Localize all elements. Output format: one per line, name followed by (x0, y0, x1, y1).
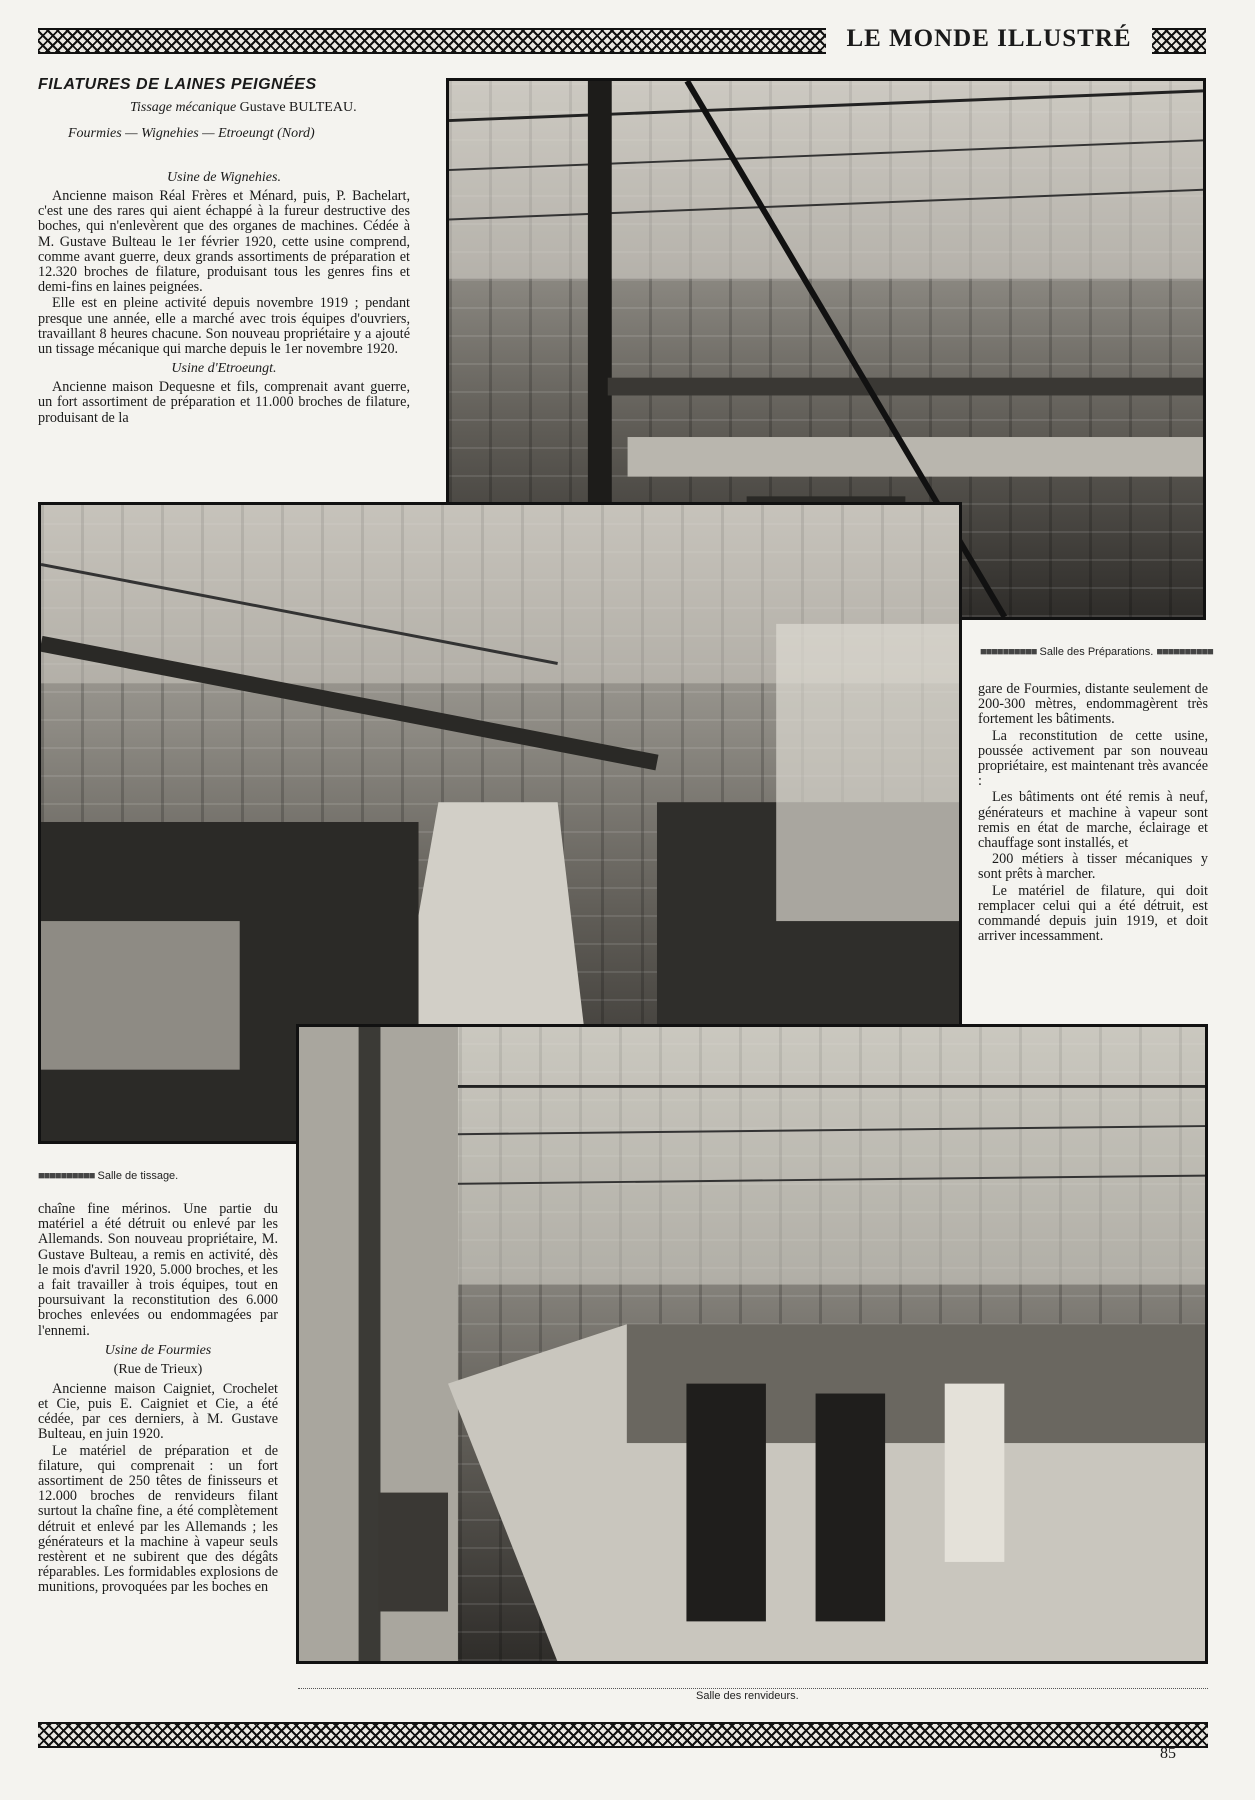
caption-rule (298, 1688, 1208, 1689)
heading-etroeungt: Usine d'Etroeungt. (171, 361, 277, 377)
subtitle-name: Gustave BULTEAU. (239, 100, 357, 115)
para-wignehies-2: Elle est en pleine activité depuis novembre 1919 ; pendant presque une année, elle a marché avec trois équipes d'ouvriers, travaillant 8 heures chacune. Son nouveau propriétaire y a ajouté un tissage mécanique qui marche depuis le 1er novembre 1920. (38, 295, 410, 358)
caption-renvideurs-text: Salle des renvideurs. (696, 1690, 799, 1702)
para-fourmies-cont-4: 200 métiers à tisser mécaniques y sont prêts à marcher. (978, 851, 1208, 883)
para-fourmies-cont-2: La reconstitution de cette usine, poussée activement par son nouveau propriétaire, est maintenant très avancée : (978, 727, 1208, 790)
caption-dots-right: ■■■■■■■■■■ (1156, 646, 1213, 658)
article-subtitle (130, 100, 410, 116)
para-fourmies-2: Le matériel de préparation et de filature, qui comprenait : un fort assortiment de 250 têtes de finisseurs et 12.000 broches de renvideurs filant surtout la chaîne fine, a été complètement détruit et enlevé par les Allemands ; les générateurs et la machine à vapeur seuls restèrent et ne subirent que des dégâts réparables. Les formidables explosions de munitions, provoquées par les boches en (38, 1442, 278, 1596)
article-locations: Fourmies — Wignehies — Etroeungt (Nord) (68, 126, 315, 141)
subheading-rue-trieux: (Rue de Trieux) (113, 1361, 203, 1377)
caption-preparations-text: Salle des Préparations. (1039, 646, 1154, 658)
photo-salle-renvideurs (296, 1024, 1208, 1664)
column-wignehies (38, 166, 410, 427)
caption-dots-left: ■■■■■■■■■■ (38, 1170, 95, 1182)
para-wignehies-1: Ancienne maison Réal Frères et Ménard, puis, P. Bachelart, c'est une des rares qui aient échappé à la fureur destructive des boches, qui n'enlevèrent que des organes de machines. Cédée à M. Gustave Bulteau le 1er février 1920, cette usine comprend, comme avant guerre, deux grands assortiments de préparation et 12.320 broches de filature, produisant tous les genres fins et demi-fins en laines peignées. (38, 188, 410, 296)
caption-tissage-text: Salle de tissage. (97, 1170, 179, 1182)
column-fourmies-continued (978, 682, 1208, 945)
para-etroeungt-1: Ancienne maison Dequesne et fils, comprenait avant guerre, un fort assortiment de préparation et 11.000 broches de filature, produisant de la (38, 379, 410, 426)
heading-wignehies: Usine de Wignehies. (167, 170, 281, 185)
para-fourmies-1: Ancienne maison Caigniet, Crochelet et Cie, puis E. Caigniet et Cie, a été cédée, par ces derniers, à M. Gustave Bulteau, en juin 1920. (38, 1380, 278, 1443)
subtitle-italic: Tissage mécanique (130, 100, 237, 115)
para-fourmies-cont-3: Les bâtiments ont été remis à neuf, générateurs et machine à vapeur sont remis en état de marche, éclairage et chauffage sont installés, et (978, 789, 1208, 852)
page-number: 85 (1160, 1745, 1176, 1762)
caption-tissage (38, 1170, 178, 1182)
para-etroeungt-cont: chaîne fine mérinos. Une partie du matériel a été détruit ou enlevé par les Allemands. Son nouveau propriétaire, M. Gustave Bulteau, a remis en activité, dès le mois d'avril 1920, 5.000 broches, et les a fait travailler à trois équipes, tout en poursuivant la reconstitution des 6.000 broches enlevées ou endommagées par l'ennemi. (38, 1201, 278, 1339)
para-fourmies-cont-1: gare de Fourmies, distante seulement de 200-300 mètres, endommagèrent très fortement les bâtiments. (978, 681, 1208, 728)
caption-dots-left: ■■■■■■■■■■ (980, 646, 1037, 658)
masthead-title: LE MONDE ILLUSTRÉ (826, 24, 1152, 54)
article-title: FILATURES DE LAINES PEIGNÉES (38, 76, 317, 93)
caption-preparations (980, 646, 1213, 658)
para-fourmies-cont-5: Le matériel de filature, qui doit remplacer celui qui a été détruit, est commandé depuis juin 1919, et doit arriver incessamment. (978, 882, 1208, 945)
heading-fourmies: Usine de Fourmies (104, 1342, 212, 1358)
photo-renvideurs-illustration (299, 1027, 1205, 1661)
column-etroeungt-fourmies (38, 1202, 278, 1597)
caption-renvideurs (696, 1690, 799, 1702)
bottom-ornamental-border (38, 1722, 1208, 1748)
